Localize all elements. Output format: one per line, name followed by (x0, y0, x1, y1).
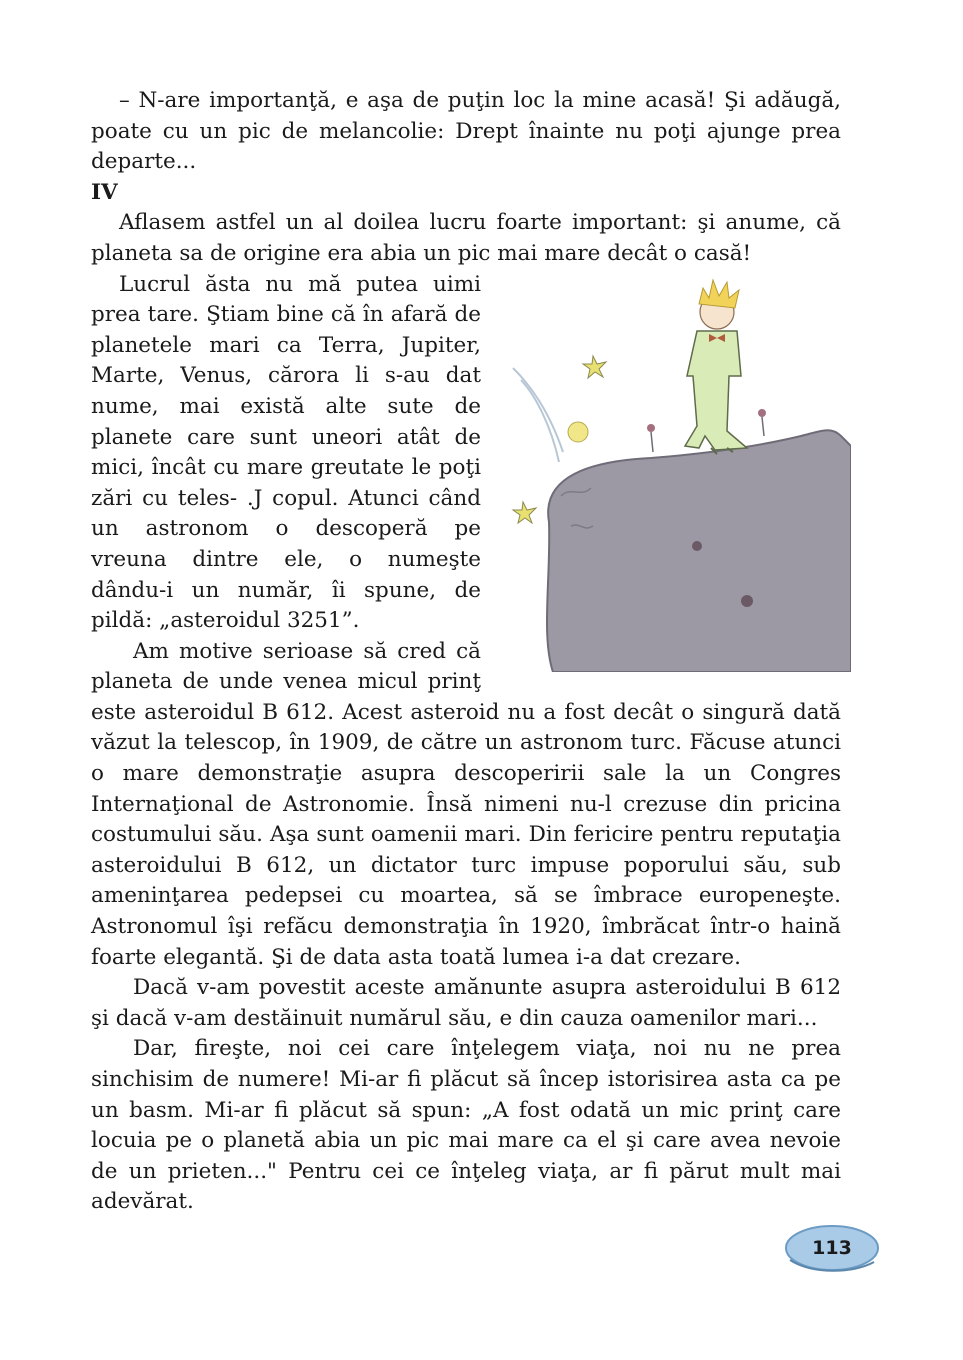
paragraph-details: Dacă v-am povestit aceste amănunte asupra asteroidului B 612 şi dacă v-am destăinuit numărul său, e din cauza oamenilor mari... (91, 975, 841, 1031)
paragraph-asteroid-b612: Am motive serioase să cred că planeta de unde venea micul prinţ este asteroidul B 612. Acest asteroid nu a fost decât o singură dată văzut la telescop, în 1909, de către un astronom turc. Făcuse atunci o mare demonstraţie asupra descoperirii sale la un Congres Internaţional de Astronomie. Însă nimeni nu-l crezuse din pricina costumului său. Aşa sunt oamenii mari. Din fericire pentru reputaţia asteroidului B 612, un dictator turc impuse poporului său, sub ameninţarea pedepsei cu moartea, să se îmbrace europeneşte. Astronomul îşi refăcu demonstraţia în 1920, îmbrăcat într-o haină foarte elegantă. Şi de data asta toată lumea i-a dat crezare. (91, 638, 841, 970)
chapter-heading: IV (91, 179, 118, 205)
paragraph-planets-text: Lucrul ăsta nu mă putea uimi prea tare. Ştiam bine că în afară de planetele mari ca Terra, Jupiter, Marte, Venus, cărora li s-au dat nume, mai există alte sute de planete care sunt uneori atât de mici, încât cu mare greutate le poţi zări cu teles- .J copul. Atunci când un astronom o descoperă pe vreuna dintre ele, o numeşte dându-i un număr, îi spune, de pildă: „asteroidul 3251”. (91, 271, 481, 634)
page-number-badge (782, 1222, 882, 1274)
little-prince-illustration (501, 276, 851, 672)
page-number: 113 (812, 1237, 852, 1259)
book-page (91, 86, 841, 1218)
paragraph-fairy-tale: Dar, fireşte, noi cei care înţelegem viaţa, noi nu ne prea sinchisim de numere! Mi-ar fi plăcut să încep istorisirea asta ca pe un basm. Mi-ar fi plăcut să spun: „A fost odată un mic prinţ care locuia pe o planetă abia un pic mai mare ca el şi care avea nevoie de un prieten..." Pentru cei ce înţeleg viaţa, ar fi părut mult mai adevărat. (91, 1036, 841, 1215)
paragraph-second-thing: Aflasem astfel un al doilea lucru foarte important: şi anume, că planeta sa de origine era abia un pic mai mare decât o casă! (91, 210, 841, 266)
paragraph-dialogue: – N-are importanţă, e aşa de puţin loc la mine acasă! Şi adăugă, poate cu un pic de melancolie: Drept înainte nu poţi ajunge prea departe... (91, 88, 841, 175)
paragraph-planets (91, 270, 841, 637)
text-with-illustration (91, 270, 841, 974)
